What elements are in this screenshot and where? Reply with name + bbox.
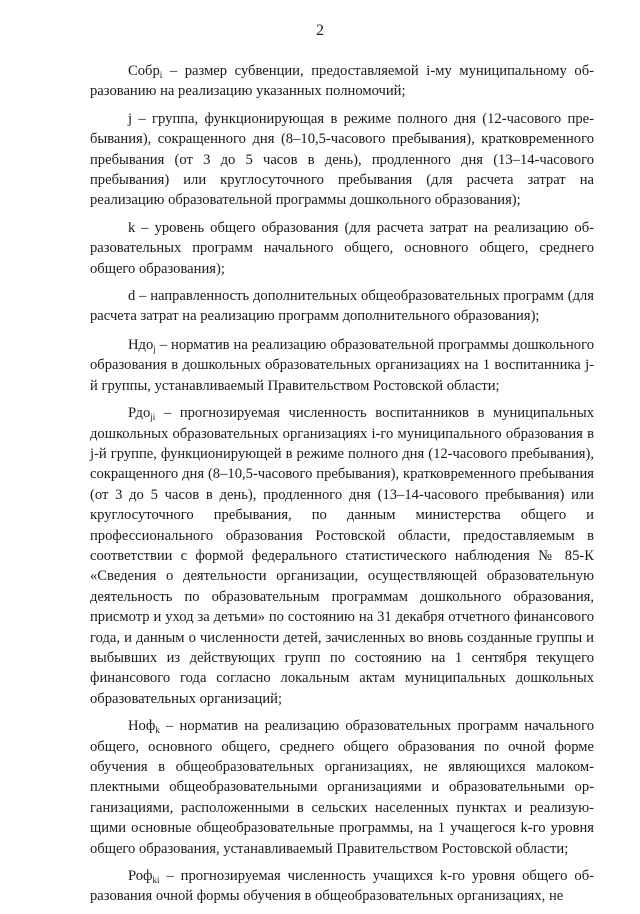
term-definition: – норматив на реализацию образовательных программ начального общего, основного общего, среднего общего образования по очной форме обучения в общеобразовательных организациях, не являющихся малокомплектными общеобразовательными организациями и образовательными организациями, расположенными в сельских населенных пунктах и реализующими основные общеобразовательные программы, на 1 учащегося k-го уровня общего образования, устанавливаемый Правительством Ростовской области; (90, 718, 594, 857)
paragraph-rof (90, 866, 594, 907)
term-definition: – группа, функционирующая в режиме полного дня (12-часового пребывания), сокращенного дня (8–10,5-часового пребывания), кратковременного пребывания (от 3 до 5 часов в день), продленного дня (13–14-часового пребывания) или круглосуточного пребывания (для расчета затрат на реализацию образовательной программы дошкольного образования); (90, 110, 594, 209)
term-symbol: d (128, 288, 136, 305)
term-definition: – направленность дополнительных общеобразовательных программ (для расчета затрат на реализацию программ дополнительного образования); (90, 288, 594, 325)
term-definition: – прогнозируемая численность воспитанников в муниципальных дошкольных образовательных организациях i-го муниципального образования в j-й группе, функционирующей в режиме полного дня (12-часового пребывания), сокращенного дня (8–10,5-часового пребывания), кратковременного пребывания (от 3 до 5 часов в день), продленного дня (13–14-часового пребывания) или круглосуточного пребывания, по данным министерства общего и профессионального образования Ростовской области, предоставляемым в соответствии с формой федерального статистического наблюдения № 85-К «Сведения о деятельности организации, осуществляющей образовательную деятельность по образовательным программам дошкольного образования, присмотр и уход за детьми» по состоянию на 31 декабря отчетного финансового года, и данным о численности детей, зачисленных во вновь созданные группы и выбывших из действующих групп по состоянию на 1 сентября текущего финансового года согласно локальным актам муниципальных дошкольных образовательных организаций; (90, 405, 594, 707)
term-subscript: ji (150, 412, 156, 423)
term-definition: – размер субвенции, предоставляемой i-му муниципальному образованию на реализацию указанных полномочий; (90, 63, 594, 100)
term-subscript: k (155, 725, 160, 736)
paragraph-sobr (90, 61, 594, 102)
term-subscript: j (153, 343, 156, 354)
term-definition: – прогнозируемая численность учащихся k-го уровня общего образования очной формы обучения в общеобразовательных организациях, не (90, 868, 594, 905)
term-symbol: Ндо (128, 336, 154, 353)
term-symbol: j (128, 110, 133, 127)
paragraph-nof (90, 716, 594, 859)
paragraph-d (90, 286, 594, 327)
term-symbol: k (128, 219, 136, 236)
term-symbol: Ноф (128, 718, 156, 735)
term-subscript: i (159, 70, 163, 80)
paragraph-rdo (90, 403, 594, 709)
term-symbol: Рдо (128, 405, 151, 422)
term-definition: – норматив на реализацию образовательной программы дошкольного образования в дошкольных образовательных организациях на 1 воспитанника j-й группы, устанавливаемый Правительством Ростовской области; (90, 336, 594, 394)
page-number: 2 (316, 22, 324, 39)
paragraph-ndo (90, 335, 594, 396)
paragraph-j (90, 109, 594, 211)
term-symbol: Роф (128, 868, 153, 885)
term-definition: – уровень общего образования (для расчета затрат на реализацию образовательных программ начального общего, основного общего, среднего общего образования); (90, 219, 594, 277)
term-subscript: ki (152, 875, 160, 886)
term-symbol: Собр (128, 63, 160, 79)
document-body (90, 61, 594, 914)
paragraph-k (90, 218, 594, 279)
